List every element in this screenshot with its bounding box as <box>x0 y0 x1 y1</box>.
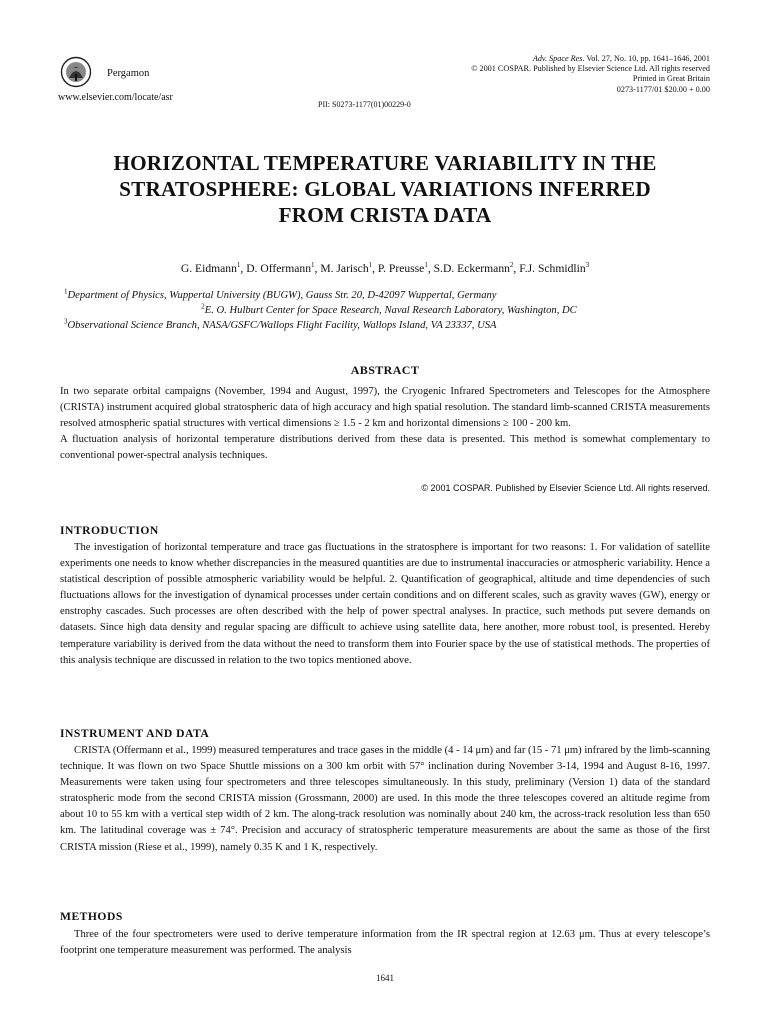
abstract-heading: ABSTRACT <box>350 363 420 377</box>
author-name: F.J. Schmidlin <box>519 262 586 275</box>
affiliation <box>64 302 714 316</box>
affiliation-mark: 1 <box>64 287 68 296</box>
author-name: D. Offermann <box>246 262 312 275</box>
abstract-copyright: © 2001 COSPAR. Published by Elsevier Science Ltd. All rights reserved. <box>421 483 710 493</box>
author-affil-mark: 1 <box>236 261 241 270</box>
author-affil-mark: 1 <box>311 261 315 270</box>
abstract-paragraph: A fluctuation analysis of horizontal temperature distributions derived from these data is presented. This method is somewhat complementary to conventional power-spectral analysis techniques. <box>60 434 710 462</box>
page-number: 1641 <box>376 973 394 983</box>
journal-printed: Printed in Great Britain <box>632 74 710 84</box>
journal-citation <box>471 54 710 64</box>
author-affil-mark: 1 <box>368 261 373 270</box>
author-name: P. Preusse <box>377 262 425 275</box>
author-affil-mark: 3 <box>585 261 590 270</box>
section-heading-introduction: INTRODUCTION <box>60 524 159 537</box>
affiliation-text: Observational Science Branch, NASA/GSFC/Wallops Flight Facility, Wallops Island, VA 23337, USA <box>67 320 497 331</box>
author-name: M. Jarisch <box>320 262 369 275</box>
instrument-text: CRISTA (Offermann et al., 1999) measured temperatures and trace gases in the middle (4 - 14 μm) and far (15 - 71 μm) infrared by the limb-scanning technique. It was flown on two Space Shuttle missions on a 300 km orbit with 57° inclination during November 3-14, 1994 and August 8-16, 1997. Measurements were taken using four spectrometers and three telescopes simultaneously. In this study, preliminary (Version 1) data of the standard stratospheric mode from the second CRISTA mission (Grossmann, 2000) are used. In this mode the three telescopes covered an altitude regime from about 10 to 55 km with a vertical step width of 2 km. The along-track resolution was nominally about 240 km, the across-track resolution less than 650 km. The latitudinal coverage was ± 74°. Precision and accuracy of stratospheric temperature measurements are about the same as those of the first CRISTA mission (Riese et al., 1999), namely 0.35 K and 1 K, respectively. <box>60 745 710 853</box>
affiliation <box>64 317 714 331</box>
affiliation <box>64 287 714 301</box>
affiliation-text: Department of Physics, Wuppertal University (BUGW), Gauss Str. 20, D-42097 Wuppertal, Germany <box>67 290 497 301</box>
publisher-name: Pergamon <box>107 68 150 79</box>
journal-volume: Vol. 27, No. 10, pp. 1641–1646, 2001 <box>584 54 710 63</box>
title-line: STRATOSPHERE: GLOBAL VARIATIONS INFERRED <box>119 177 651 201</box>
author-list: G. Eidmann$^1$, D. Offermann$^1$, M. Jarisch$^1$, P. Preusse$^1$, S.D. Eckermann$^2$, F.J. Schmidlin$^3$ <box>180 261 590 275</box>
journal-name: Adv. Space Res. <box>532 54 585 63</box>
abstract-body <box>60 384 710 464</box>
elsevier-tree-logo <box>60 56 92 88</box>
author-name: G. Eidmann <box>180 262 237 275</box>
author-affil-mark: 2 <box>509 261 514 270</box>
journal-info <box>471 54 710 95</box>
affiliation-mark: 2 <box>201 302 205 311</box>
title-line: HORIZONTAL TEMPERATURE VARIABILITY IN THE <box>113 151 657 175</box>
journal-issn: 0273-1177/01 $20.00 + 0.00 <box>616 84 710 94</box>
methods-text: Three of the four spectrometers were used to derive temperature information from the IR spectral region at 12.63 μm. Thus at every telescope’s footprint one temperature measurement was performed. The analysis <box>60 929 710 957</box>
author-affil-mark: 1 <box>424 261 428 270</box>
introduction-text: The investigation of horizontal temperature and trace gas fluctuations in the stratosphere is important for two reasons: 1. For validation of satellite experiments one needs to know whether discrepancies in the measured quantities are due to instrumental inaccuracies or atmospheric variability. Hence a statistical description of possible atmospheric variability would be helpful. 2. Quantification of geographical, altitude and time dependencies of such fluctuations allows for the investigation of dynamical processes under certain conditions and on different scales, such as gravity waves (GW), energy or enstrophy cascades. Such processes are often described with the help of power spectral analyses. In practice, such methods put severe demands on datasets. Since high data density and regular spacing are difficult to achieve using satellite data, here another, more robust tool, is presented. Hereby temperature variability is derived from the data without the need to transform them into Fourier space by the use of statistical methods. The properties of this analysis technique are discussed in relation to the two topics mentioned above. <box>60 542 710 666</box>
author-name: S.D. Eckermann <box>433 262 510 275</box>
affiliation-text: E. O. Hulburt Center for Space Research, Naval Research Laboratory, Washington, DC <box>204 305 577 316</box>
affiliation-mark: 3 <box>64 317 68 326</box>
abstract-paragraph: In two separate orbital campaigns (November, 1994 and August, 1997), the Cryogenic Infrared Spectrometers and Telescopes for the Atmosphere (CRISTA) instrument acquired global stratospheric data of high accuracy and high spatial resolution. The standard limb-scanned CRISTA measurements resolved atmospheric spatial structures with vertical dimensions ≥ 1.5 - 2 km and horizontal dimensions ≥ 100 - 200 km. <box>60 386 710 430</box>
paper-title <box>40 150 730 228</box>
section-heading-methods: METHODS <box>60 910 123 923</box>
title-line: FROM CRISTA DATA <box>278 203 492 227</box>
journal-copyright: © 2001 COSPAR. Published by Elsevier Science Ltd. All rights reserved <box>471 64 710 74</box>
pii-code: PII: S0273-1177(01)00229-0 <box>318 100 411 109</box>
publisher-website[interactable]: www.elsevier.com/locate/asr <box>58 92 173 103</box>
section-heading-instrument: INSTRUMENT AND DATA <box>60 727 210 740</box>
